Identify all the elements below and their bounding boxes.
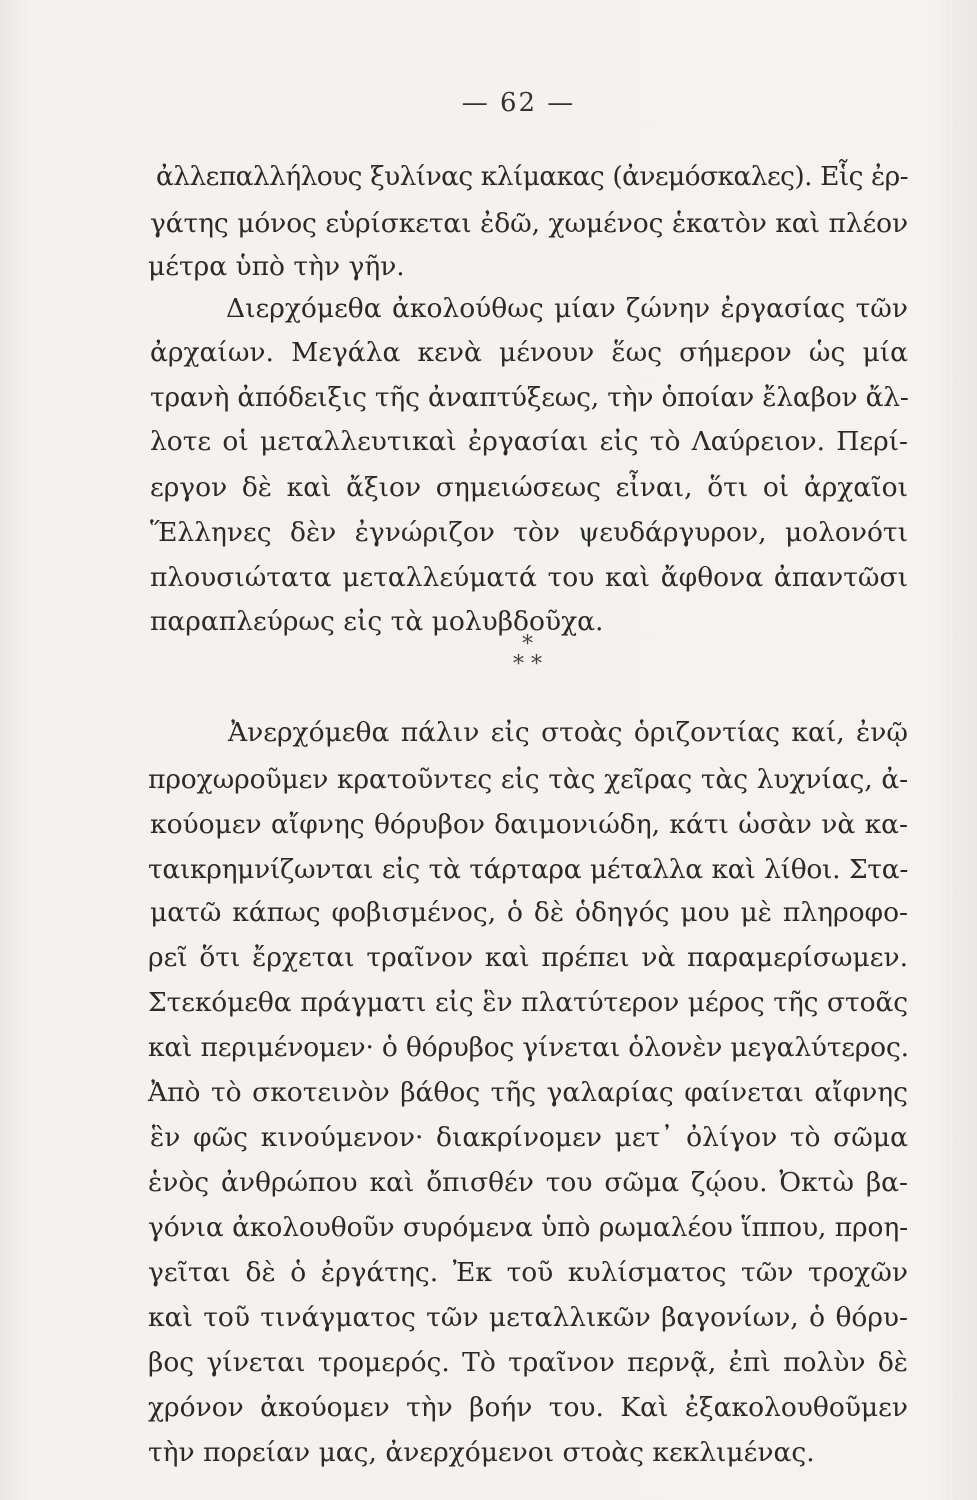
text-line: παραπλεύρως εἰς τὰ μολυβδοῦχα.	[150, 606, 604, 637]
text-line: γόνια ἀκολουθοῦν συρόμενα ὑπὸ ρωμαλέου ἵππου, προη-	[148, 1212, 908, 1243]
text-line: προχωροῦμεν κρατοῦντες εἰς τὰς χεῖρας τὰς λυχνίας, ἀ-	[148, 764, 908, 795]
text-line: καὶ περιμένομεν· ὁ θόρυβος γίνεται ὁλονὲν μεγαλύτερος.	[148, 1032, 909, 1063]
text-line: Ἀνερχόμεθα πάλιν εἰς στοὰς ὁριζοντίας καί, ἐνῷ	[228, 717, 908, 748]
text-line: χρόνον ἀκούομεν τὴν βοήν του. Καὶ ἐξακολουθοῦμεν	[148, 1392, 908, 1423]
text-line: μέτρα ὑπὸ τὴν γῆν.	[148, 251, 405, 282]
text-line: τρανὴ ἀπόδειξις τῆς ἀναπτύξεως, τὴν ὁποίαν ἔλαβον ἄλ-	[150, 382, 909, 413]
page-number: — 62 —	[461, 88, 576, 118]
text-line: ἀρχαίων. Μεγάλα κενὰ μένουν ἕως σήμερον ὡς μία	[150, 337, 908, 368]
text-line: ἓν φῶς κινούμενον· διακρίνομεν μετ᾽ ὀλίγον τὸ σῶμα	[150, 1122, 908, 1153]
text-line: βος γίνεται τρομερός. Τὸ τραῖνον περνᾷ, ἐπὶ πολὺν δὲ	[148, 1347, 908, 1378]
text-line: καὶ τοῦ τινάγματος τῶν μεταλλικῶν βαγονίων, ὁ θόρυ-	[148, 1302, 908, 1333]
text-line: γεῖται δὲ ὁ ἐργάτης. Ἐκ τοῦ κυλίσματος τῶν τροχῶν	[148, 1257, 908, 1288]
text-line: γάτης μόνος εὑρίσκεται ἐδῶ, χωμένος ἑκατὸν καὶ πλέον	[150, 208, 908, 239]
text-line: Στεκόμεθα πράγματι εἰς ἓν πλατύτερον μέρος τῆς στοᾶς	[148, 987, 908, 1018]
separator-star-top: *	[522, 632, 533, 657]
text-line: πλουσιώτατα μεταλλεύματά του καὶ ἄφθονα ἀπαντῶσι	[150, 562, 908, 593]
text-line: Ἀπὸ τὸ σκοτεινὸν βάθος τῆς γαλαρίας φαίνεται αἴφνης	[148, 1077, 908, 1108]
text-line: εργον δὲ καὶ ἄξιον σημειώσεως εἶναι, ὅτι οἱ ἀρχαῖοι	[150, 472, 908, 503]
text-line: κούομεν αἴφνης θόρυβον δαιμονιώδη, κάτι ὡσὰν νὰ κα-	[150, 809, 908, 840]
text-line: τὴν πορείαν μας, ἀνερχόμενοι στοὰς κεκλιμένας.	[148, 1437, 815, 1468]
separator-stars-bottom: * *	[513, 652, 542, 677]
text-line: ἀλλεπαλλήλους ξυλίνας κλίμακας (ἀνεμόσκαλες). Εἷς ἐρ-	[156, 161, 908, 192]
text-line: ματῶ κάπως φοβισμένος, ὁ δὲ ὁδηγός μου μὲ πληροφο-	[150, 897, 908, 928]
text-line: ταικρημνίζωνται εἰς τὰ τάρταρα μέταλλα καὶ λίθοι. Στα-	[148, 854, 908, 885]
text-line: ἑνὸς ἀνθρώπου καὶ ὄπισθέν του σῶμα ζῴου. Ὀκτὼ βα-	[148, 1167, 908, 1198]
text-line: Διερχόμεθα ἀκολούθως μίαν ζώνην ἐργασίας τῶν	[226, 293, 908, 324]
text-line: ρεῖ ὅτι ἔρχεται τραῖνον καὶ πρέπει νὰ παραμερίσωμεν.	[148, 942, 908, 973]
text-line: Ἕλληνες δὲν ἐγνώριζον τὸν ψευδάργυρον, μολονότι	[150, 517, 908, 548]
text-line: λοτε οἱ μεταλλευτικαὶ ἐργασίαι εἰς τὸ Λαύρειον. Περί-	[150, 426, 908, 457]
